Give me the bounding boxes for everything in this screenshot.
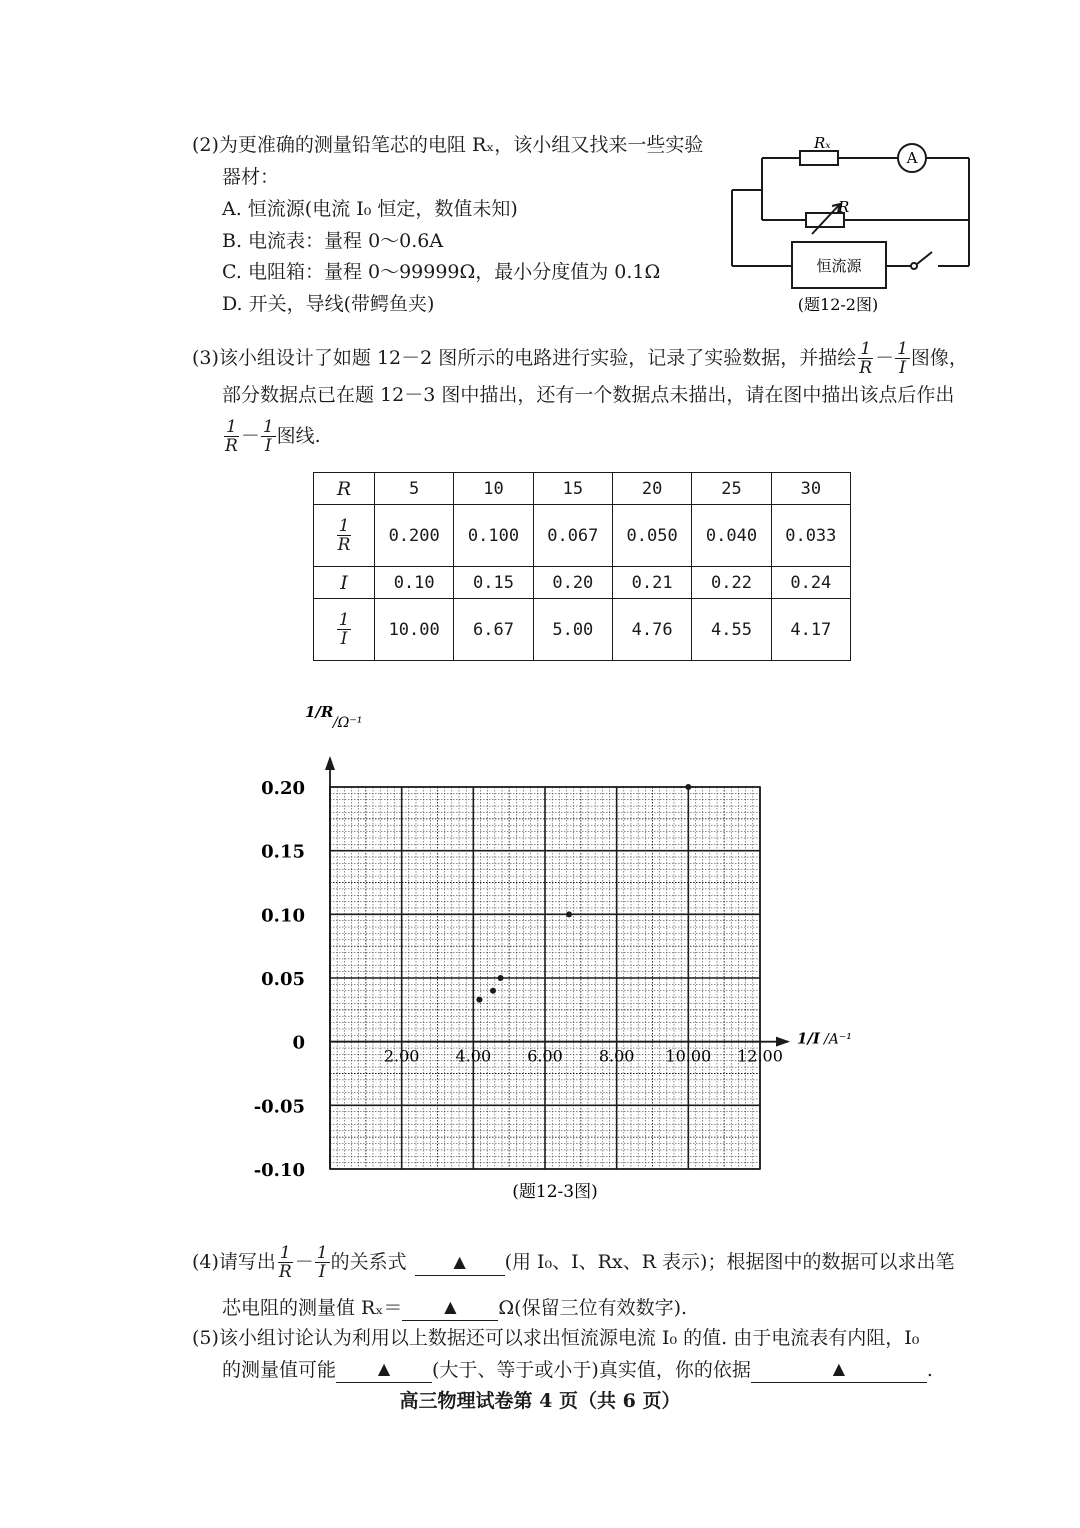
x-tick-label: 8.00	[598, 1046, 635, 1066]
table-cell: 0.15	[454, 567, 533, 599]
table-cell: 0.24	[771, 567, 850, 599]
x-tick-label: 4.00	[455, 1046, 492, 1066]
row-label-inv-i: $\frac{1}{I}$	[314, 599, 375, 661]
item-b: B. 电流表：量程 0～0.6A	[222, 230, 444, 252]
table-row-i	[314, 567, 851, 599]
table-cell: 0.22	[692, 567, 771, 599]
x-tick-label: 6.00	[527, 1046, 563, 1066]
frac-1-over-I: $\frac{1}{I}$	[897, 338, 908, 378]
frac-1-over-I-2: $\frac{1}{I}$	[262, 416, 274, 456]
part5-line2-text: 的测量值可能	[222, 1359, 337, 1381]
frac-1-over-R-2: $\frac{1}{R}$	[225, 416, 238, 456]
y-axis-arrow	[325, 756, 335, 770]
part4-text-b: 的关系式	[330, 1251, 407, 1273]
graph-caption: (题12-3图)	[512, 1182, 598, 1202]
table-cell: 0.050	[612, 505, 691, 567]
data-point	[566, 911, 572, 917]
table-cell: 10.00	[375, 599, 454, 661]
ammeter-label: A	[906, 149, 918, 167]
table-cell: 4.76	[612, 599, 691, 661]
part3-line3	[222, 414, 321, 458]
part5-line1: (5)该小组讨论认为利用以上数据还可以求出恒流源电流 I₀ 的值. 由于电流表有内阻，I₀	[192, 1327, 920, 1349]
rx-label: Rₓ	[814, 134, 831, 152]
table-cell: 30	[771, 473, 850, 505]
table-cell: 0.040	[692, 505, 771, 567]
circuit-diagram	[728, 130, 978, 320]
minus-sign-3: －	[294, 1251, 314, 1273]
answer-blank-compare[interactable]: ▲	[336, 1355, 432, 1383]
table-cell: 0.20	[533, 567, 612, 599]
part3-line1-text: (3)该小组设计了如题 12－2 图所示的电路进行实验，记录了实验数据，并描绘	[192, 347, 857, 369]
part4-line2	[222, 1293, 687, 1321]
table-cell: 15	[533, 473, 612, 505]
minus-sign: －	[875, 347, 895, 369]
part4-text-c: (用 I₀、I、Rx、R 表示)；根据图中的数据可以求出笔	[504, 1251, 955, 1273]
graph-12-3	[0, 690, 1080, 1210]
table-row-r	[314, 473, 851, 505]
data-point	[498, 975, 504, 981]
part3-line1-end: 图像，	[910, 347, 968, 369]
part5-line2-end: .	[926, 1359, 933, 1381]
table-cell: 0.100	[454, 505, 533, 567]
table-cell: 6.67	[454, 599, 533, 661]
y-tick-label: 0.15	[261, 841, 305, 863]
y-tick-label: 0.10	[261, 905, 305, 927]
r-label: R	[838, 198, 850, 216]
data-point	[685, 784, 691, 790]
table-cell: 0.200	[375, 505, 454, 567]
x-tick-label: 10.00	[665, 1046, 712, 1066]
part2-line1: (2)为更准确的测量铅笔芯的电阻 Rₓ，该小组又找来一些实验	[192, 134, 704, 156]
table-cell: 4.17	[771, 599, 850, 661]
table-cell: 0.21	[612, 567, 691, 599]
row-label-i: I	[314, 567, 375, 599]
table-cell: 25	[692, 473, 771, 505]
y-tick-label: 0	[292, 1032, 305, 1054]
part4-line1	[192, 1240, 954, 1284]
item-c: C. 电阻箱：量程 0～99999Ω，最小分度值为 0.1Ω	[222, 261, 661, 283]
frac-1-over-R-3: $\frac{1}{R}$	[278, 1242, 292, 1282]
x-axis-arrow	[776, 1037, 790, 1047]
row-label-r: R	[314, 473, 375, 505]
data-point	[490, 988, 496, 994]
part4-text-a: (4)请写出	[192, 1251, 276, 1273]
part3-line1	[192, 336, 968, 380]
part5-line2	[222, 1355, 933, 1383]
table-cell: 4.55	[692, 599, 771, 661]
x-tick-label: 2.00	[383, 1046, 420, 1066]
table-cell: 0.033	[771, 505, 850, 567]
x-axis-label: 1/I	[797, 1029, 820, 1048]
row-label-inv-r: $\frac{1}{R}$	[314, 505, 375, 567]
answer-blank-reason[interactable]: ▲	[751, 1355, 927, 1383]
part3-line2: 部分数据点已在题 12－3 图中描出，还有一个数据点未描出，请在图中描出该点后作出	[222, 384, 955, 406]
source-label: 恒流源	[816, 257, 862, 275]
y-tick-label: 0.05	[261, 969, 305, 990]
part4-line2-end: Ω(保留三位有效数字).	[498, 1297, 688, 1319]
y-axis-label: 1/R	[305, 703, 334, 721]
y-tick-label: 0.20	[261, 778, 305, 799]
frac-1-over-I-3: $\frac{1}{I}$	[316, 1242, 328, 1282]
x-tick-label: 12.00	[737, 1046, 783, 1066]
x-axis-unit: /A⁻¹	[824, 1031, 852, 1048]
y-axis-unit: /Ω⁻¹	[333, 715, 363, 731]
table-cell: 5	[375, 473, 454, 505]
data-table	[313, 472, 851, 661]
table-cell: 20	[612, 473, 691, 505]
circuit-caption: (题12-2图)	[797, 295, 879, 314]
table-row-inv-i	[314, 599, 851, 661]
table-cell: 10	[454, 473, 533, 505]
item-d: D. 开关，导线(带鳄鱼夹)	[222, 293, 435, 315]
page-footer: 高三物理试卷第 4 页（共 6 页）	[399, 1390, 681, 1412]
table-cell: 5.00	[533, 599, 612, 661]
answer-blank-rx[interactable]: ▲	[402, 1293, 498, 1321]
answer-blank-relation[interactable]: ▲	[415, 1248, 505, 1276]
part5-line2-mid: (大于、等于或小于)真实值，你的依据	[432, 1359, 751, 1381]
part3-line3-end: 图线.	[276, 425, 321, 447]
table-cell: 0.067	[533, 505, 612, 567]
item-a: A. 恒流源(电流 I₀ 恒定，数值未知)	[222, 198, 518, 220]
frac-1-over-R: $\frac{1}{R}$	[859, 338, 873, 378]
data-point	[476, 997, 482, 1003]
part2-line2: 器材：	[222, 166, 280, 188]
y-tick-label: -0.10	[253, 1160, 305, 1181]
table-cell: 0.10	[375, 567, 454, 599]
y-tick-label: -0.05	[253, 1096, 305, 1118]
minus-sign-2: －	[240, 425, 260, 447]
table-row-inv-r	[314, 505, 851, 567]
part4-line2-text: 芯电阻的测量值 Rₓ＝	[222, 1297, 403, 1319]
